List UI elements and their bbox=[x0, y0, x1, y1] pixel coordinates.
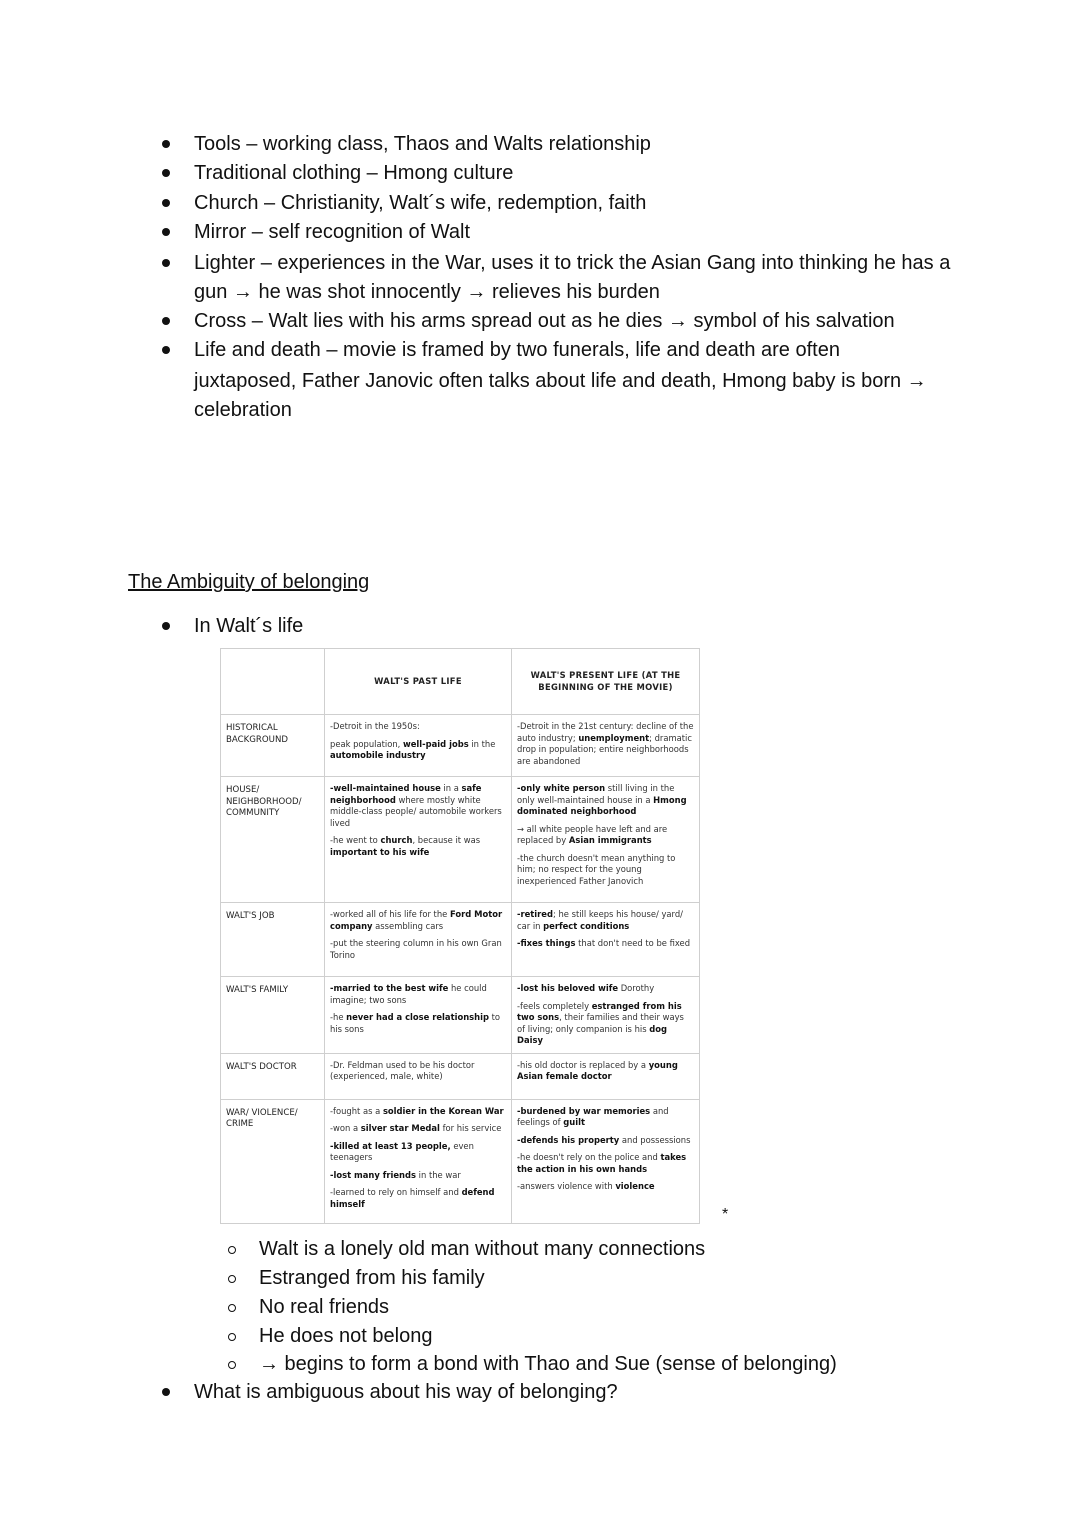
table-header-row bbox=[221, 649, 700, 715]
cell-text: in the bbox=[468, 738, 496, 749]
cell-text-bold: dog Daisy bbox=[517, 1023, 667, 1045]
cell-text-bold: -only white person bbox=[517, 783, 606, 793]
cell-text-bold: estranged from his two sons bbox=[517, 1000, 682, 1022]
sub-point: Estranged from his family bbox=[259, 1267, 485, 1289]
symbol-item-mirror: Mirror – self recognition of Walt bbox=[194, 221, 471, 243]
cell-text-bold: -fixes things bbox=[517, 938, 576, 948]
table-row bbox=[221, 715, 700, 777]
cell-text: peak population, bbox=[330, 738, 404, 749]
cell-text: → all white people have left and are replaced by bbox=[517, 823, 668, 845]
cell-paragraph bbox=[517, 824, 694, 847]
cell-text: even teenagers bbox=[330, 1140, 474, 1162]
cell-text-bold: -burdened by war memories bbox=[517, 1105, 651, 1116]
table-present-cell bbox=[512, 777, 700, 903]
cell-text: -his old doctor is replaced by a bbox=[517, 1059, 649, 1070]
sub-point: → begins to form a bond with Thao and Sue (sense of belonging) bbox=[259, 1353, 837, 1375]
symbol-item-tools: Tools – working class, Thaos and Walts relationship bbox=[194, 133, 651, 155]
table-header-present: WALT'S PRESENT LIFE (AT THE BEGINNING OF THE MOVIE) bbox=[512, 649, 700, 715]
sub-bullet-circle bbox=[228, 1361, 236, 1369]
cell-text: ; he still keeps his house/ yard/ car in bbox=[517, 909, 683, 931]
final-question: What is ambiguous about his way of belonging? bbox=[194, 1381, 618, 1403]
table-past-cell bbox=[325, 903, 512, 977]
cell-text-bold: safe neighborhood bbox=[330, 783, 482, 805]
cell-paragraph bbox=[330, 909, 506, 932]
cell-text: in a bbox=[440, 783, 462, 793]
cell-text-bold: Ford Motor company bbox=[330, 909, 503, 931]
cell-text: for his service bbox=[439, 1123, 502, 1133]
cell-text-bold: church bbox=[380, 835, 413, 845]
cell-paragraph bbox=[517, 938, 694, 950]
cell-paragraph bbox=[517, 853, 694, 888]
cell-paragraph bbox=[330, 1060, 506, 1083]
cell-text-bold: well-paid jobs bbox=[403, 738, 469, 749]
bullet-dot bbox=[162, 259, 170, 267]
cell-text: still living in the only well-maintained house in a bbox=[517, 783, 675, 805]
table-category-cell: WALT'S JOB bbox=[221, 903, 325, 977]
cell-paragraph bbox=[330, 721, 506, 733]
symbol-item-lighter-line2: gun → he was shot innocently → relieves his burden bbox=[194, 281, 660, 303]
symbol-item-life-death-line2: juxtaposed, Father Janovic often talks about life and death, Hmong baby is born → bbox=[194, 370, 927, 392]
cell-text: -learned to rely on himself and bbox=[330, 1187, 462, 1197]
table-present-cell bbox=[512, 715, 700, 777]
cell-paragraph bbox=[330, 739, 506, 762]
cell-paragraph bbox=[330, 1170, 506, 1182]
cell-text: ; dramatic drop in population; entire neighborhoods are abandoned bbox=[517, 732, 692, 766]
cell-paragraph bbox=[517, 1152, 694, 1175]
cell-text-bold: violence bbox=[615, 1181, 655, 1191]
cell-paragraph bbox=[330, 1012, 506, 1035]
bullet-dot bbox=[162, 169, 170, 177]
cell-text-bold: silver star Medal bbox=[360, 1123, 440, 1133]
symbol-item-cross: Cross – Walt lies with his arms spread out as he dies → symbol of his salvation bbox=[194, 310, 895, 332]
cell-text: -answers violence with bbox=[517, 1181, 616, 1191]
bullet-dot bbox=[162, 140, 170, 148]
table-header-empty bbox=[221, 649, 325, 715]
table-header-past: WALT'S PAST LIFE bbox=[325, 649, 512, 715]
cell-paragraph bbox=[517, 909, 694, 932]
table-past-cell bbox=[325, 1099, 512, 1223]
walt-life-table bbox=[220, 648, 700, 1224]
cell-text: -Detroit in the 1950s: bbox=[330, 721, 420, 731]
cell-text: -Detroit in the 21st century: decline of the auto industry; bbox=[517, 721, 694, 743]
cell-text-bold: -defends his property bbox=[517, 1134, 620, 1145]
table-past-cell bbox=[325, 1053, 512, 1099]
cell-text: and feelings of bbox=[517, 1105, 669, 1127]
bullet-dot bbox=[162, 346, 170, 354]
cell-text: -he bbox=[330, 1012, 347, 1022]
table-row bbox=[221, 777, 700, 903]
table-category-cell: HISTORICAL BACKGROUND bbox=[221, 715, 325, 777]
cell-text: Dorothy bbox=[618, 983, 655, 993]
table-past-cell bbox=[325, 777, 512, 903]
cell-text: he could imagine; two sons bbox=[330, 983, 487, 1005]
cell-text: to his sons bbox=[330, 1012, 501, 1034]
cell-text-bold: unemployment bbox=[578, 732, 650, 743]
cell-text: -he went to bbox=[330, 835, 381, 845]
section-heading: The Ambiguity of belonging bbox=[128, 571, 370, 593]
symbol-item-clothing: Traditional clothing – Hmong culture bbox=[194, 162, 514, 184]
cell-paragraph bbox=[517, 1001, 694, 1047]
sub-bullet-circle bbox=[228, 1246, 236, 1254]
sub-point: Walt is a lonely old man without many connections bbox=[259, 1238, 706, 1260]
table-row bbox=[221, 903, 700, 977]
table-category-cell: WAR/ VIOLENCE/ CRIME bbox=[221, 1099, 325, 1223]
table-category-cell: WALT'S FAMILY bbox=[221, 977, 325, 1054]
table-present-cell bbox=[512, 1099, 700, 1223]
table-category-cell: HOUSE/ NEIGHBORHOOD/ COMMUNITY bbox=[221, 777, 325, 903]
cell-paragraph bbox=[330, 1106, 506, 1118]
cell-text-bold: important to his wife bbox=[330, 846, 430, 857]
cell-text: -worked all of his life for the bbox=[330, 909, 450, 919]
cell-paragraph bbox=[517, 783, 694, 818]
table-row bbox=[221, 977, 700, 1054]
cell-text: -feels completely bbox=[517, 1000, 592, 1011]
table-past-cell bbox=[325, 977, 512, 1054]
cell-paragraph bbox=[330, 835, 506, 858]
subsection-title: In Walt´s life bbox=[194, 615, 304, 637]
table-row bbox=[221, 1053, 700, 1099]
cell-paragraph bbox=[330, 983, 506, 1006]
cell-text: -Dr. Feldman used to be his doctor (experienced, male, white) bbox=[330, 1059, 475, 1081]
cell-paragraph bbox=[330, 1187, 506, 1210]
cell-text-bold: -retired bbox=[517, 909, 553, 919]
cell-text: -fought as a bbox=[330, 1105, 383, 1116]
cell-paragraph bbox=[517, 983, 694, 995]
star-mark: * bbox=[722, 1206, 729, 1223]
cell-text-bold: automobile industry bbox=[330, 750, 426, 760]
cell-paragraph bbox=[330, 938, 506, 961]
cell-paragraph bbox=[330, 783, 506, 829]
table-past-cell bbox=[325, 715, 512, 777]
cell-text-bold: never had a close relationship bbox=[346, 1012, 489, 1022]
cell-text-bold: Asian immigrants bbox=[568, 835, 652, 845]
cell-text-bold: Hmong dominated neighborhood bbox=[517, 794, 687, 816]
sub-bullet-circle bbox=[228, 1304, 236, 1312]
sub-point: He does not belong bbox=[259, 1325, 433, 1347]
symbol-item-lighter-line1: Lighter – experiences in the War, uses it to trick the Asian Gang into thinking he has a bbox=[194, 252, 951, 274]
cell-text-bold: defend himself bbox=[330, 1187, 495, 1209]
cell-paragraph bbox=[517, 1181, 694, 1193]
cell-text: where mostly white middle-class people/ automobile workers lived bbox=[330, 794, 502, 828]
cell-text-bold: perfect conditions bbox=[543, 920, 630, 931]
cell-text: , their families and their ways of living; only companion is his bbox=[517, 1012, 684, 1034]
table-row bbox=[221, 1099, 700, 1223]
symbol-item-life-death-line3: celebration bbox=[194, 399, 292, 421]
cell-text: assembling cars bbox=[372, 920, 444, 931]
cell-text: -he doesn't rely on the police and bbox=[517, 1152, 661, 1162]
cell-text: -put the steering column in his own Gran Torino bbox=[330, 938, 502, 960]
cell-paragraph bbox=[517, 1060, 694, 1083]
symbol-item-church: Church – Christianity, Walt´s wife, redemption, faith bbox=[194, 192, 647, 214]
cell-text-bold: -lost many friends bbox=[330, 1169, 416, 1180]
cell-paragraph bbox=[330, 1141, 506, 1164]
cell-paragraph bbox=[517, 1106, 694, 1129]
cell-text: , because it was bbox=[412, 835, 481, 845]
symbol-item-life-death-line1: Life and death – movie is framed by two funerals, life and death are often bbox=[194, 339, 840, 361]
cell-text-bold: -well-maintained house bbox=[330, 783, 441, 793]
table-present-cell bbox=[512, 1053, 700, 1099]
bullet-dot bbox=[162, 228, 170, 236]
cell-paragraph bbox=[517, 721, 694, 767]
cell-text: -won a bbox=[330, 1123, 361, 1133]
bullet-dot bbox=[162, 317, 170, 325]
cell-paragraph bbox=[330, 1123, 506, 1135]
cell-text-bold: -married to the best wife bbox=[330, 983, 449, 993]
cell-text-bold: guilt bbox=[563, 1117, 585, 1127]
cell-text-bold: young Asian female doctor bbox=[517, 1059, 678, 1081]
bullet-dot bbox=[162, 1388, 170, 1396]
cell-paragraph bbox=[517, 1135, 694, 1147]
sub-bullet-circle bbox=[228, 1333, 236, 1341]
cell-text: that don't need to be fixed bbox=[575, 938, 691, 948]
bullet-dot bbox=[162, 199, 170, 207]
bullet-dot bbox=[162, 622, 170, 630]
table-present-cell bbox=[512, 903, 700, 977]
sub-point: No real friends bbox=[259, 1296, 390, 1318]
table-body bbox=[221, 715, 700, 1224]
cell-text-bold: takes the action in his own hands bbox=[517, 1152, 687, 1174]
cell-text: in the war bbox=[416, 1169, 461, 1180]
table-present-cell bbox=[512, 977, 700, 1054]
cell-text: -the church doesn't mean anything to him; no respect for the young inexperienced Father Janovich bbox=[517, 852, 676, 886]
cell-text-bold: soldier in the Korean War bbox=[382, 1105, 504, 1116]
cell-text-bold: -killed at least 13 people, bbox=[330, 1140, 451, 1151]
table-category-cell: WALT'S DOCTOR bbox=[221, 1053, 325, 1099]
cell-text-bold: -lost his beloved wife bbox=[517, 983, 619, 993]
sub-bullet-circle bbox=[228, 1275, 236, 1283]
cell-text: and possessions bbox=[619, 1134, 691, 1145]
